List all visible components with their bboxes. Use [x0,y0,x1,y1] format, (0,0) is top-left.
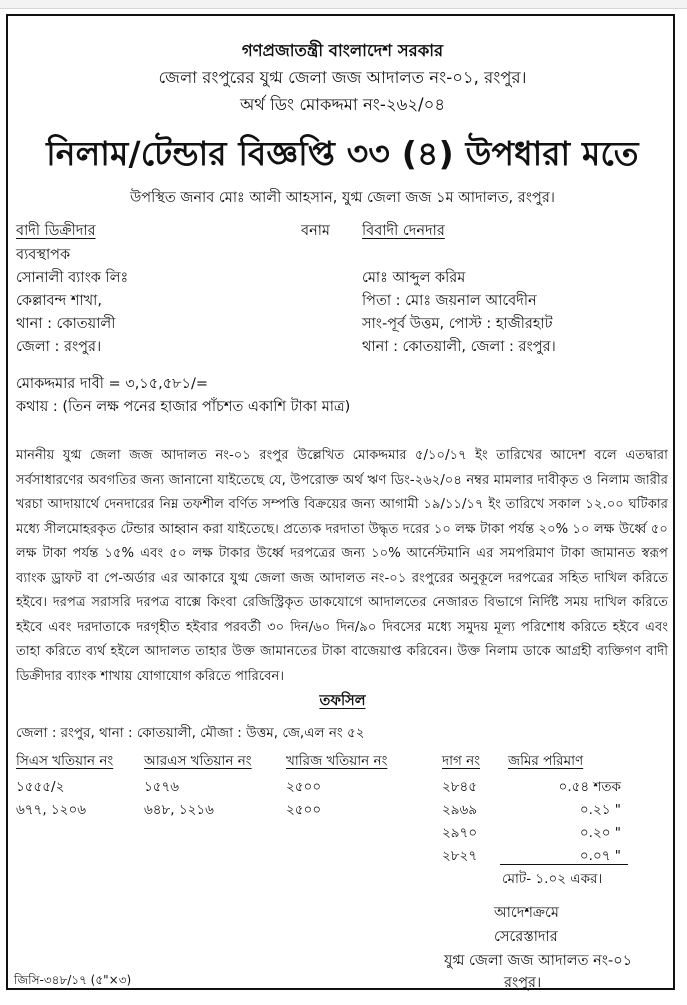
footer-reference: জিসি-৩৪৮/১৭ (৫"×৩) [14,973,132,987]
versus-label: বনাম [301,223,330,239]
table-cell: ০.২১ " [579,802,621,818]
table-cell: ০.০৭ " [579,848,621,864]
plaintiff-line: কেল্লাবন্দ শাখা, [16,293,102,309]
table-cell [16,822,144,845]
defendant-line: থানা : কোতয়ালী, জেলা : রংপুর। [362,339,556,355]
signature-line: যুগ্ম জেলা জজ আদালত নং-০১ [444,953,633,969]
claim-amount: মোকদ্দমার দাবী = ৩,১৫,৫৮১/= [16,376,208,392]
page-top-edge [0,0,687,9]
signature-line: আদেশক্রমে [494,905,559,921]
table-cell [286,822,442,845]
defendant-line: সাং-পূর্ব উত্তম, পোস্ট : হাজীরহাট [362,316,553,332]
table-cell [144,845,286,868]
notice-body: মাননীয় যুগ্ম জেলা জজ আদালত নং-০১ রংপুর উল্লেখিত মোকদ্দমার ৫/১০/১৭ ইং তারিখের আদেশ বলে এতদ্বারা সর্বসাধারণের অবগতির জন্য জানানো যাইতেছে যে, উপরোক্ত অর্থ ঋণ ডিং-২৬২/০৪ নম্বর মামলার দাবীকৃত ও নিলাম জারীর খরচা আদায়ার্থে দেনদারের নিম্ন তফশীল বর্ণিত সম্পত্তি বিক্রয়ের জন্য আগামী ১৯/১১/১৭ ইং তারিখে সকাল ১২.০০ ঘটিকার মধ্যে সীলমোহরকৃত টেন্ডার আহ্বান করা যাইতেছে। প্রত্যেক দরদাতা উদ্ধৃত দরের ১০ লক্ষ টাকা পর্যন্ত ২০% ১০ লক্ষ উর্ধ্বে ৫০ লক্ষ টাকা পর্যন্ত ১৫% এবং ৫০ লক্ষ টাকার উর্ধ্বে দরপত্রের জন্য ১০% আর্নেস্টমানি এর সমপরিমাণ টাকা জামানত স্বরূপ ব্যাংক ড্রাফট বা পে-অর্ডার এর আকারে যুগ্ম জেলা জজ আদালত নং-০১ রংপুরের অনুকূলে দরপত্রের সহিত দাখিল করিতে হইবে। দরপত্র সরাসরি দরপত্র বাক্সে কিংবা রেজিস্ট্রিকৃত ডাকযোগে আদালতের নেজারত বিভাগে নির্দিষ্ট সময় দাখিল করিতে হইবে এবং দরদাতাকে দরগৃহীত হইবার পরবর্তী ৩০ দিন/৬০ দিন/৯০ দিবসের মধ্যে সমুদয় মূল্য পরিশোধ করিতে হইবে এবং তাহা করিতে ব্যর্থ হইলে আদালত তাহার উক্ত জামানতের টাকা বাজেয়াপ্ত করিবেন। উক্ত নিলাম ডাকে আগ্রহী ব্যক্তিগণ বাদী ডিক্রীদার ব্যাংক শাখায় যোগাযোগ করিতে পারিবেন। [16,448,668,684]
plaintiff-line: জেলা : রংপুর। [16,339,102,355]
col-dag-no: দাগ নং [442,753,481,769]
col-cs-khatian: সিএস খতিয়ান নং [16,753,114,769]
case-number: অর্থ ডিং মোকদ্দমা নং-২৬২/০৪ [239,95,446,114]
table-cell [16,845,144,868]
plaintiff-line: সোনালী ব্যাংক লিঃ [16,270,129,286]
defendant-heading: বিবাদী দেনদার [362,223,445,239]
notice-title: নিলাম/টেন্ডার বিজ্ঞপ্তি ৩৩ (৪) উপধারা মতে [46,134,639,173]
col-kharij-khatian: খারিজ খতিয়ান নং [286,753,388,769]
defendant-line: পিতা : মোঃ জয়নাল আবেদীন [362,293,537,309]
table-cell: ১৫৫৫/২ [16,779,65,795]
schedule-header-row [16,750,621,776]
table-cell: ৬৪৮, ১২১৬ [144,802,214,818]
table-cell: ২৫০০ [286,779,322,795]
table-cell: ১৫৭৬ [144,779,180,795]
notice-frame [6,14,675,990]
total-divider [500,864,628,865]
table-cell: ২৮৪৫ [442,779,478,795]
table-row [16,799,621,822]
table-cell [286,845,442,868]
defendant-line: মোঃ আব্দুল করিম [362,270,466,286]
table-row [16,776,621,799]
table-cell [144,822,286,845]
table-cell: ০.২০ " [579,825,621,841]
col-rs-khatian: আরএস খতিয়ান নং [144,753,252,769]
plaintiff-heading: বাদী ডিক্রীদার [16,223,96,239]
table-cell: ২৫০০ [286,802,322,818]
court-heading: জেলা রংপুরের যুগ্ম জেলা জজ আদালত নং-০১, রংপুর। [158,68,527,87]
schedule-total: মোট- ১.০২ একর। [502,871,603,887]
signature-line: রংপুর। [504,975,542,991]
schedule-heading: তফসিল [319,693,366,709]
claim-in-words: কথায় : (তিন লক্ষ পনের হাজার পাঁচশত একাশি টাকা মাত্র) [16,399,351,415]
col-land-amount: জমির পরিমাণ [508,753,584,769]
schedule-location: জেলা : রংপুর, থানা : কোতয়ালী, মৌজা : উত্তম, জে,এল নং ৫২ [16,725,365,741]
table-cell: ২৯৭০ [442,825,478,841]
signature-line: সেরেস্তাদার [494,929,558,945]
schedule-table [16,750,621,868]
govt-heading: গণপ্রজাতন্ত্রী বাংলাদেশ সরকার [241,41,444,60]
presiding-judge: উপস্থিত জনাব মোঃ আলী আহসান, যুগ্ম জেলা জজ ১ম আদালত, রংপুর। [130,190,555,206]
plaintiff-line: থানা : কোতয়ালী [16,316,116,332]
table-cell: ৬৭৭, ১২০৬ [16,802,87,818]
table-row [16,822,621,845]
table-cell: ০.৫৪ শতক [558,779,621,795]
plaintiff-line: ব্যবস্থাপক [16,247,71,263]
table-cell: ২৮২৭ [442,848,478,864]
table-cell: ২৯৬৯ [442,802,478,818]
